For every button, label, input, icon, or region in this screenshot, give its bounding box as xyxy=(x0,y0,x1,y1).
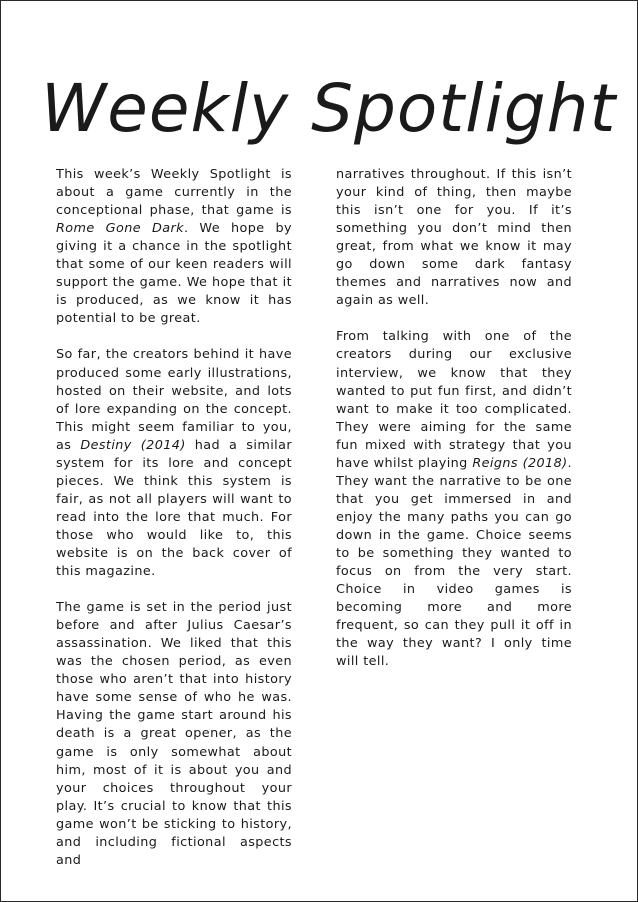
game-title: Rome Gone Dark xyxy=(56,221,184,237)
game-reference: Reigns (2018) xyxy=(472,455,568,471)
article-column-right xyxy=(336,166,572,689)
text: . We hope by giving it a chance in the spotlight that some of our keen readers will support the game. We hope that it is produced, as we know it has potential to be great. xyxy=(56,221,292,327)
page-title: Weekly Spotlight xyxy=(41,70,617,147)
text: From talking with one of the creators during our exclusive interview, we know that they wanted to put fun first, and didn’t want to make it too complicated. They were aiming for the same fun mixed with strategy that you have whilst playing xyxy=(336,329,572,471)
text: had a similar system for its lore and concept pieces. We think this system is fair, as not all players will want to read into the lore that much. For those who would like to, this website is on the back cover of this magazine. xyxy=(56,437,293,580)
paragraph-interview xyxy=(336,328,572,671)
paragraph-intro xyxy=(56,166,292,328)
paragraph-narratives: narratives throughout. If this isn’t your kind of thing, then maybe this isn’t one for you. If it’s something you don’t mind then great, from what we know it may go down some dark fantasy themes and narratives now and again as well. xyxy=(336,167,572,309)
text: This week’s Weekly Spotlight is about a game currently in the conceptional phase, that game is xyxy=(56,167,292,219)
game-reference: Destiny (2014) xyxy=(80,437,186,453)
text: So far, the creators behind it have produced some early illustrations, hosted on their website, and lots of lore expanding on the concept. This might seem familiar to you, as xyxy=(56,347,292,453)
text: . They want the narrative to be one that you get immersed in and enjoy the many paths you can go down in the game. Choice seems to be something they wanted to focus on from the very start. Choice in video games is becoming more and more frequent, so can they pull it off in the way they want? I only time will tell. xyxy=(336,455,572,670)
article-column-left xyxy=(56,166,292,888)
paragraph-setting: The game is set in the period just before and after Julius Caesar’s assassination. We liked that this was the chosen period, as even those who aren’t that into history have some sense of who he was. Having the game start around his death is a great opener, as the game is only somewhat about him, most of it is about you and your choices throughout your play. It’s crucial to know that this game won’t be sticking to history, and including fictional aspects and xyxy=(56,600,292,868)
paragraph-lore xyxy=(56,346,292,581)
